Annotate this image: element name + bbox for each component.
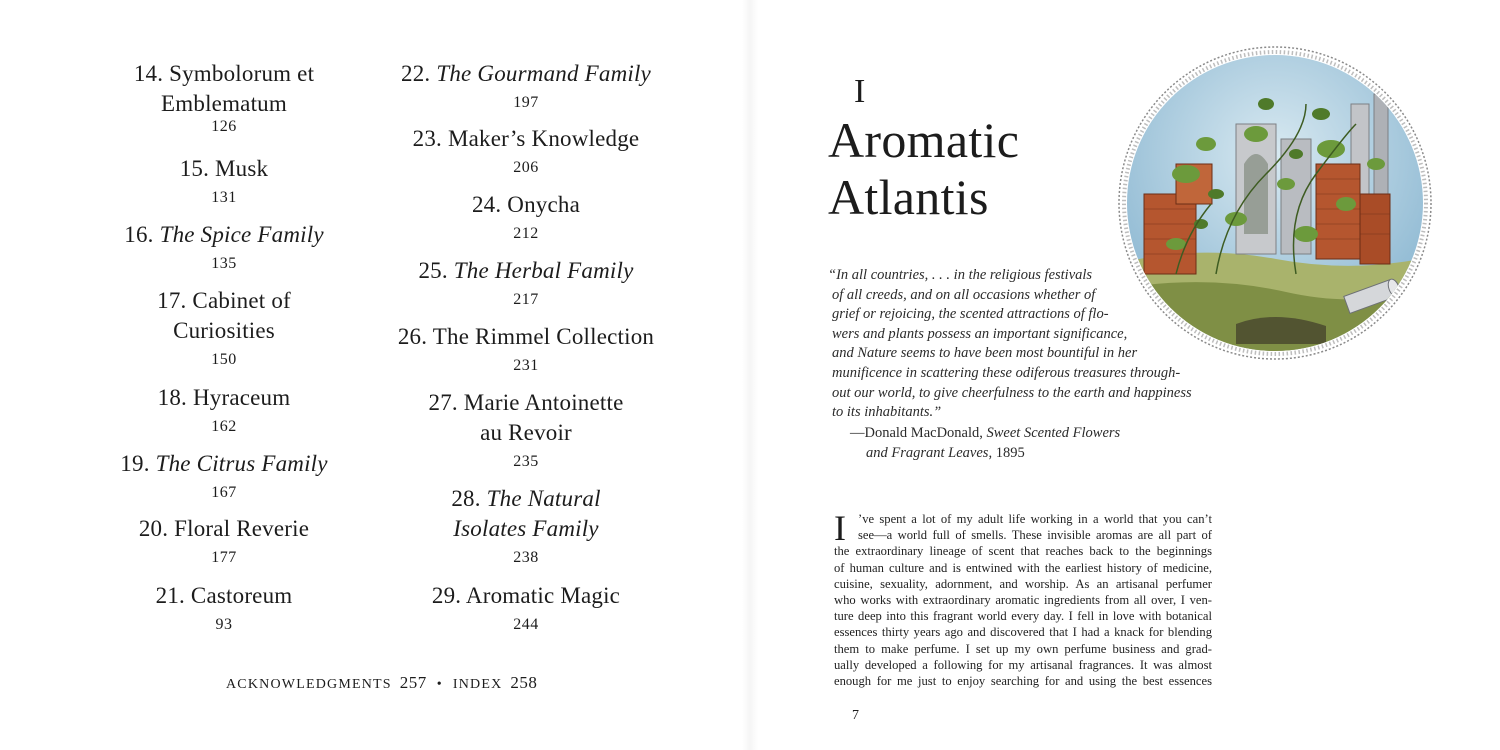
toc-entry-title-line2: Curiosities [173, 318, 275, 343]
chapter-title-line1: Aromatic [828, 112, 1020, 168]
toc-entry-page: 126 [211, 118, 237, 135]
toc-entry[interactable] [104, 59, 344, 137]
toc-entry-page: 235 [513, 453, 539, 470]
toc-entry[interactable] [378, 322, 674, 376]
toc-entry-italic-title: The Herbal Family [453, 258, 634, 283]
body-line: of human culture and is entwined with the earliest history of medicine, [834, 560, 1212, 575]
toc-entry[interactable] [378, 190, 674, 244]
toc-entry-title: 17. Cabinet of [157, 288, 291, 313]
toc-entry-italic-title: The Spice Family [159, 222, 324, 247]
epigraph-quote [828, 266, 1208, 423]
epigraph-line: out our world, to give cheerfulness to the earth and happiness [832, 384, 1192, 401]
toc-entry-title: 15. Musk [179, 156, 269, 181]
toc-entry[interactable] [104, 383, 344, 437]
toc-entry-page: 238 [513, 549, 539, 566]
toc-entry-page: 244 [513, 616, 539, 633]
index-label[interactable]: INDEX [452, 677, 503, 692]
attribution-author: —Donald MacDonald, [850, 425, 987, 441]
epigraph-line: of all creeds, and on all occasions whether of [832, 286, 1096, 303]
toc-entry-title [378, 484, 674, 514]
toc-entry[interactable] [104, 154, 344, 208]
toc-entry[interactable] [104, 449, 344, 503]
toc-entry-number: 22. [401, 61, 437, 86]
toc-entry-title: 23. Maker’s Knowledge [412, 126, 640, 151]
epigraph-line: to its inhabitants.” [832, 404, 942, 421]
body-line: essences thirty years ago and discovered that I had a knack for blending [834, 625, 1212, 640]
toc-entry-number: 28. [451, 486, 487, 511]
toc-entry-page: 135 [211, 255, 237, 272]
toc-entry-title [104, 449, 344, 479]
attribution-line1 [850, 423, 1120, 443]
toc-entry-page: 197 [513, 94, 539, 111]
toc-entry[interactable] [378, 124, 674, 178]
body-line: the extraordinary lineage of scent that reaches back to the beginnings [834, 544, 1212, 559]
chapter-title-line2: Atlantis [828, 169, 989, 225]
toc-entry-italic-title: The Citrus Family [155, 451, 328, 476]
body-line: them to make perfume. I set up my own perfume business and grad- [834, 641, 1212, 656]
toc-entry[interactable] [378, 388, 674, 472]
chapter-title [828, 112, 1019, 226]
body-line: see—a world full of smells. These invisible aromas are all part of [858, 528, 1212, 543]
toc-entry[interactable] [104, 286, 344, 370]
toc-entry-title-line2 [378, 514, 674, 544]
attribution-work: Sweet Scented Flowers [986, 425, 1121, 441]
acknowledgments-page: 257 [399, 673, 427, 692]
toc-entry-title: 14. Symbolorum et [133, 61, 315, 86]
acknowledgments-label[interactable]: ACKNOWLEDGMENTS [226, 677, 392, 692]
toc-entry-page: 206 [513, 159, 539, 176]
toc-entry-title: 27. Marie Antoinette [428, 390, 624, 415]
attribution-year: , 1895 [988, 445, 1025, 461]
epigraph-line: wers and plants possess an important significance, [832, 325, 1128, 342]
toc-entry-title: 29. Aromatic Magic [431, 583, 621, 608]
toc-entry[interactable] [104, 514, 344, 568]
toc-entry[interactable] [378, 256, 674, 310]
body-line: enough for me just to enjoy searching for and using the best essences [834, 674, 1212, 689]
attribution-line2 [850, 443, 1120, 463]
toc-entry-page: 177 [211, 549, 237, 566]
toc-entry-italic-title-line2: Isolates Family [453, 516, 599, 541]
chapter-page [750, 0, 1500, 750]
toc-entry-title: 21. Castoreum [155, 583, 293, 608]
body-line: cuisine, sexuality, adornment, and worship. As an artisanal perfumer [834, 576, 1212, 591]
toc-entry[interactable] [104, 581, 344, 635]
toc-entry-page: 131 [211, 189, 237, 206]
toc-entry-title-line2: au Revoir [480, 420, 572, 445]
toc-footer [226, 673, 537, 693]
body-line: ture deep into this fragrant world every day. I fell in love with botanical [834, 609, 1212, 624]
epigraph-line: and Nature seems to have been most bountiful in her [832, 345, 1138, 362]
toc-entry-number: 19. [120, 451, 156, 476]
toc-entry-page: 150 [211, 351, 237, 368]
toc-entry-number: 25. [418, 258, 454, 283]
toc-entry-title: 20. Floral Reverie [138, 516, 310, 541]
toc-entry-italic-title: The Gourmand Family [436, 61, 651, 86]
bullet-separator: • [436, 677, 443, 692]
toc-entry-page: 231 [513, 357, 539, 374]
toc-entry-italic-title: The Natural [486, 486, 601, 511]
toc-entry-title: 26. The Rimmel Collection [397, 324, 655, 349]
page-number: 7 [852, 708, 859, 723]
toc-entry-title [378, 59, 674, 89]
toc-entry[interactable] [378, 484, 674, 568]
toc-entry-page: 167 [211, 484, 237, 501]
epigraph-line: “In all countries, . . . in the religious festivals [828, 267, 1093, 283]
toc-entry-page: 212 [513, 225, 539, 242]
toc-entry[interactable] [104, 220, 344, 274]
body-line: who works with extraordinary aromatic ingredients from all over, I ven- [834, 593, 1212, 608]
toc-entry-number: 16. [124, 222, 160, 247]
body-line: ’ve spent a lot of my adult life working in a world that you can’t [858, 512, 1212, 526]
toc-entry-title [104, 220, 344, 250]
toc-entry-page: 162 [211, 418, 237, 435]
toc-entry-title [378, 256, 674, 286]
drop-cap: I [834, 508, 846, 548]
epigraph-line: munificence in scattering these odiferous treasures through- [832, 364, 1181, 381]
attribution-work-cont: and Fragrant Leaves [866, 445, 989, 461]
toc-entry[interactable] [378, 59, 674, 113]
epigraph-attribution [850, 423, 1120, 463]
body-text [834, 508, 1212, 689]
toc-entry-page: 217 [513, 291, 539, 308]
toc-entry-title: 18. Hyraceum [157, 385, 291, 410]
toc-entry-page: 93 [215, 616, 233, 633]
body-line: ually developed a following for my artisanal fragrances. It was almost [834, 657, 1212, 672]
toc-entry[interactable] [378, 581, 674, 635]
epigraph-line: grief or rejoicing, the scented attractions of flo- [832, 306, 1109, 323]
index-page: 258 [510, 673, 538, 692]
toc-entry-title-line2: Emblematum [161, 91, 287, 116]
chapter-number: I [854, 73, 866, 110]
toc-entry-title: 24. Onycha [471, 192, 581, 217]
